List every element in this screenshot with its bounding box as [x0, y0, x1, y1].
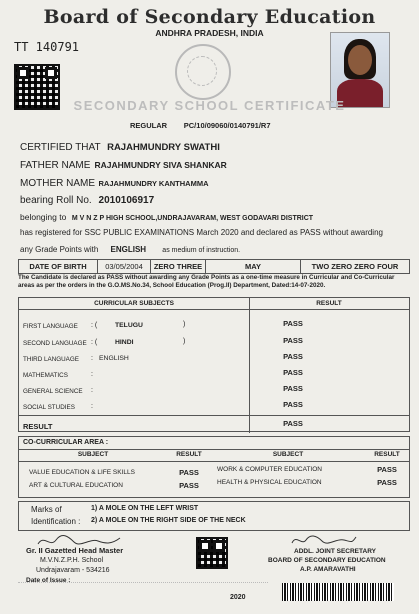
- father-name: RAJAHMUNDRY SIVA SHANKAR: [94, 160, 227, 170]
- certified-row: [20, 142, 220, 153]
- reference-number: PC/10/09060/0140791/R7: [183, 121, 271, 130]
- roll-label: bearing Roll No.: [20, 195, 92, 206]
- co-subject: HEALTH & PHYSICAL EDUCATION: [217, 479, 322, 486]
- identification-mark-2: 2) A MOLE ON THE RIGHT SIDE OF THE NECK: [91, 517, 246, 524]
- school-row: [20, 212, 313, 222]
- student-photo: [330, 32, 390, 108]
- identification-mark-1: 1) A MOLE ON THE LEFT WRIST: [91, 505, 199, 512]
- subject-separator: :: [91, 355, 93, 362]
- dob-label: DATE OF BIRTH: [19, 260, 98, 274]
- co-result: PASS: [377, 478, 397, 487]
- state-line: ANDHRA PRADESH, INDIA: [155, 28, 264, 38]
- father-row: [20, 160, 227, 171]
- grade-points-label: any Grade Points with: [20, 245, 99, 254]
- subject-separator: : (: [91, 322, 98, 329]
- registered-text: has registered for SSC PUBLIC EXAMINATIONS March 2020 and declared as PASS without awarding: [20, 228, 383, 237]
- identification-label: Identification :: [31, 517, 81, 526]
- mother-label: MOTHER NAME: [20, 178, 95, 189]
- co-subject: VALUE EDUCATION & LIFE SKILLS: [29, 469, 135, 476]
- medium-value: ENGLISH: [110, 245, 147, 254]
- school-stamp-line2: Undrajavaram - 534216: [36, 567, 110, 574]
- curricular-subjects-header: CURRICULAR SUBJECTS: [19, 298, 249, 310]
- identification-box: [18, 501, 410, 531]
- secretary-line-1: ADDL. JOINT SECRETARY: [294, 548, 376, 555]
- subject-label: GENERAL SCIENCE: [23, 388, 83, 395]
- subject-label: SECOND LANGUAGE: [23, 340, 87, 347]
- date-of-issue-label: Date of Issue :: [26, 577, 71, 584]
- school-stamp-line1: M.V.N.Z.P.H. School: [40, 557, 104, 564]
- curricular-result-header: RESULT: [249, 298, 409, 310]
- serial-number: TT 140791: [14, 40, 80, 54]
- regular-label: REGULAR: [130, 121, 168, 130]
- co-result: PASS: [377, 465, 397, 474]
- co-subject: ART & CULTURAL EDUCATION: [29, 482, 123, 489]
- subject-result: PASS: [283, 384, 303, 393]
- subject-result: PASS: [283, 352, 303, 361]
- subject-label: FIRST LANGUAGE: [23, 323, 78, 330]
- certificate-title: SECONDARY SCHOOL CERTIFICATE: [73, 98, 346, 113]
- secretary-signature: [288, 532, 358, 548]
- subject-result: PASS: [283, 400, 303, 409]
- belonging-label: belonging to: [20, 212, 67, 222]
- father-label: FATHER NAME: [20, 160, 91, 171]
- reference-line: [130, 121, 271, 130]
- subject-result: PASS: [283, 368, 303, 377]
- headmaster-title: Gr. II Gazetted Head Master: [26, 546, 124, 555]
- roll-number: 2010106917: [98, 195, 155, 206]
- subject-separator: :: [91, 371, 93, 378]
- dob-month-words: MAY: [206, 260, 301, 274]
- dob-day-words: ZERO THREE: [151, 260, 206, 274]
- footer-year: 2020: [230, 594, 246, 601]
- co-result: PASS: [179, 481, 199, 490]
- subject-value: TELUGU: [115, 322, 143, 329]
- roll-row: [20, 195, 154, 206]
- secretary-line-3: A.P. AMARAVATHI: [300, 566, 356, 573]
- co-result-header-left: RESULT: [176, 451, 202, 458]
- board-title: Board of Secondary Education: [43, 6, 376, 28]
- curricular-table: [18, 297, 410, 432]
- subject-label: MATHEMATICS: [23, 372, 68, 379]
- overall-result-label: RESULT: [23, 422, 53, 431]
- footer-qr-code-icon: [196, 537, 228, 569]
- subject-separator: :: [91, 403, 93, 410]
- secretary-line-2: BOARD OF SECONDARY EDUCATION: [268, 557, 386, 564]
- student-name: RAJAHMUNDRY SWATHI: [107, 142, 220, 153]
- mother-row: [20, 178, 209, 189]
- dob-value: 03/05/2004: [98, 260, 151, 274]
- cocurricular-table: [18, 436, 410, 498]
- co-result: PASS: [179, 468, 199, 477]
- school-name: M V N Z P HIGH SCHOOL,UNDRAJAVARAM, WEST GODAVARI DISTRICT: [71, 215, 314, 222]
- dob-table: [18, 259, 410, 274]
- subject-label: SOCIAL STUDIES: [23, 404, 75, 411]
- subject-separator: : (: [91, 339, 98, 346]
- subject-separator: :: [91, 387, 93, 394]
- co-subject-header-left: SUBJECT: [77, 451, 109, 458]
- subject-value: HINDI: [115, 339, 134, 346]
- subject-result: PASS: [283, 336, 303, 345]
- co-subject: WORK & COMPUTER EDUCATION: [217, 466, 322, 473]
- medium-suffix: as medium of instruction.: [162, 247, 241, 254]
- subject-label: THIRD LANGUAGE: [23, 356, 79, 363]
- state-emblem-icon: [175, 44, 231, 100]
- mother-name: RAJAHMUNDRY KANTHAMMA: [98, 179, 209, 188]
- co-result-header-right: RESULT: [374, 451, 400, 458]
- subject-close: ): [183, 338, 186, 345]
- subject-result: PASS: [283, 319, 303, 328]
- barcode-icon: [282, 583, 394, 601]
- medium-row: [20, 245, 240, 254]
- subject-value: ENGLISH: [99, 355, 129, 362]
- dob-year-words: TWO ZERO ZERO FOUR: [301, 260, 410, 274]
- marks-label: Marks of: [31, 505, 62, 514]
- overall-result-value: PASS: [283, 419, 303, 428]
- declaration-note: The Candidate is declared as PASS without awarding any Grade Points as a one-time measure in Curricular and Co-Curricular areas as per the orders in the G.O.MS.No.34, School Education (Prog.II) Department, Dated:14-07-2020.: [18, 274, 395, 289]
- cocurricular-title: CO-CURRICULAR AREA :: [23, 439, 109, 446]
- certified-label: CERTIFIED THAT: [20, 142, 101, 153]
- subject-close: ): [183, 321, 186, 328]
- co-subject-header-right: SUBJECT: [272, 451, 304, 458]
